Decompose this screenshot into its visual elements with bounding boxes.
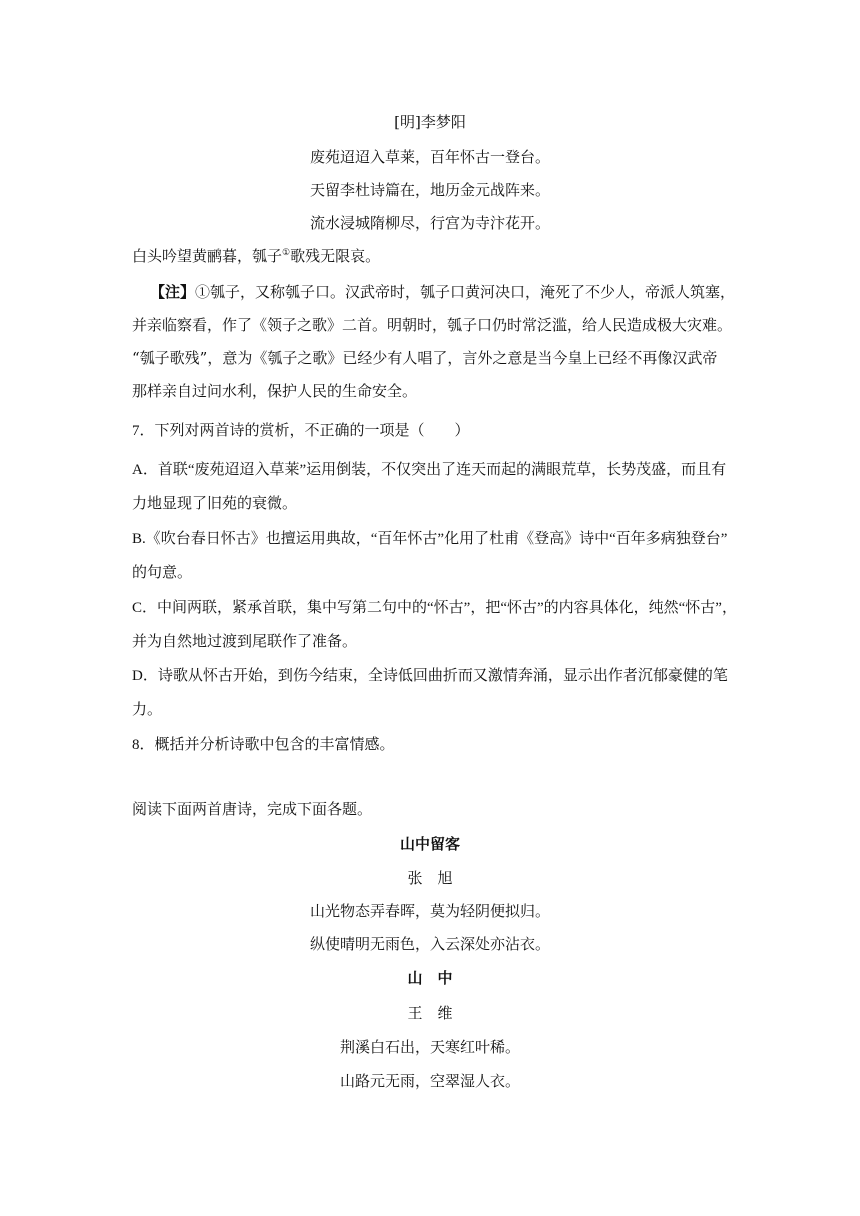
poemA-line-2: 纵使晴明无雨色，入云深处亦沾衣。: [309, 935, 550, 953]
note-line-4: 那样亲自过问水利，保护人民的生命安全。: [132, 382, 418, 400]
poemA-author: 张 旭: [407, 869, 453, 887]
poemB-title: 山 中: [407, 969, 453, 987]
q7-option-d-line-2: 力。: [132, 702, 163, 718]
q7-option-b-line-1: B.《吹台春日怀古》也擅运用典故，“百年怀古”化用了杜甫《登高》诗中“百年多病独登台”: [132, 531, 728, 547]
q7-option-c-line-2: 并为自然地过渡到尾联作了准备。: [132, 634, 358, 650]
poemB-author: 王 维: [407, 1004, 453, 1022]
q8-stem: 8．概括并分析诗歌中包含的丰富情感。: [132, 737, 395, 753]
note-line-1: [150, 282, 735, 302]
q7-stem: 7．下列对两首诗的赏析，不正确的一项是（ ）: [132, 423, 470, 439]
poem1-line-4-text-b: 歌残无限哀。: [290, 247, 381, 265]
poem1-author: [明]李梦阳: [394, 113, 466, 131]
poem1-line-4: [132, 246, 380, 266]
poemA-line-1: 山光物态弄春晖，莫为轻阴便拟归。: [309, 902, 550, 920]
note-line-2: 并亲临察看，作了《领子之歌》二首。明朝时，瓠子口仍时常泛滥，给人民造成极大灾难。: [132, 316, 733, 334]
poem1-line-2: 天留李杜诗篇在，地历金元战阵来。: [309, 181, 550, 199]
note-line-3: “瓠子歌残”，意为《瓠子之歌》已经少有人唱了，言外之意是当今皇上已经不再像汉武帝: [132, 349, 718, 367]
poem1-line-1: 废苑迢迢入草莱，百年怀古一登台。: [309, 148, 550, 166]
q7-option-b-line-2: 的句意。: [132, 565, 193, 581]
q7-option-d-line-1: D．诗歌从怀古开始，到伤今结束，全诗低回曲折而又激情奔涌，显示出作者沉郁豪健的笔: [132, 668, 728, 684]
q7-option-c-line-1: C．中间两联，紧承首联，集中写第二句中的“怀古”，把“怀古”的内容具体化，纯然“怀古”，: [132, 600, 737, 616]
poemB-line-2: 山路元无雨，空翠湿人衣。: [339, 1072, 520, 1090]
q7-option-a-line-2: 力地显现了旧苑的衰微。: [132, 496, 298, 512]
footnote-marker: ①: [282, 248, 291, 258]
poem1-line-4-text-a: 白头吟望黄鹂暮，瓠子: [132, 247, 283, 265]
poemB-line-1: 荆溪白石出，天寒红叶稀。: [339, 1038, 520, 1056]
q7-option-a-line-1: A．首联“废苑迢迢入草莱”运用倒装，不仅突出了连天而起的满眼荒草，长势茂盛，而且有: [132, 462, 727, 478]
poemA-title: 山中留客: [399, 835, 460, 853]
note-text-1: ①瓠子，又称瓠子口。汉武帝时，瓠子口黄河决口，淹死了不少人，帝派人筑塞，: [195, 283, 736, 301]
poem1-line-3: 流水浸城隋柳尽，行宫为寺汴花开。: [309, 214, 550, 232]
section2-intro: 阅读下面两首唐诗，完成下面各题。: [132, 802, 373, 818]
note-label: 【注】: [150, 283, 196, 301]
